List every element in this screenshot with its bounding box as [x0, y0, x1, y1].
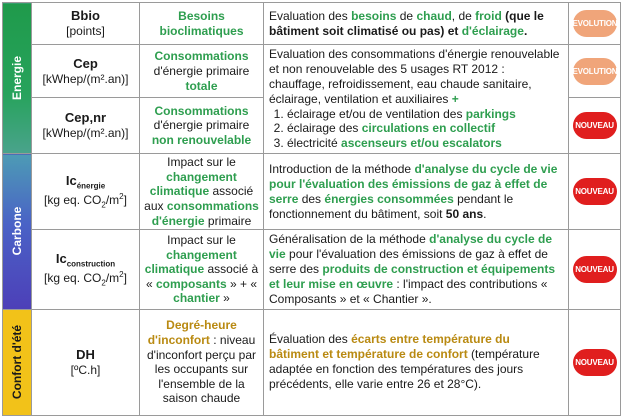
- category-energie-label: Energie: [10, 56, 24, 101]
- unit-text: ]: [123, 270, 127, 285]
- desc-text: pour l'évaluation des émissions de gaz à effet de serre des: [269, 247, 548, 276]
- objective-text: Consommations: [154, 103, 249, 118]
- category-confort: [3, 309, 32, 415]
- nouveau-badge: NOUVEAU: [573, 256, 617, 283]
- badge-cell-bbio: [569, 3, 621, 45]
- unit-text: ]: [123, 192, 127, 207]
- symbol-text: Ic: [55, 250, 67, 266]
- objective-text: : niveau d'inconfort perçu par les occupants sur l'ensemble de la saison chaude: [146, 332, 257, 406]
- symbol-text: Ic: [65, 173, 77, 189]
- badge-cell-ic-construction: [569, 230, 621, 309]
- objective-text: associé à «: [145, 262, 259, 291]
- badge-cell-dh: [569, 309, 621, 415]
- badge-cell-ic-energie: [569, 154, 621, 230]
- desc-text: Généralisation de la méthode: [269, 232, 430, 247]
- list-item: [287, 107, 563, 122]
- objective-bbio: [140, 3, 264, 45]
- item-highlight: parkings: [465, 106, 516, 121]
- table-row-bbio: [3, 3, 621, 45]
- desc-highlight: d'éclairage: [461, 23, 524, 38]
- item-text: électricité: [287, 136, 342, 151]
- desc-highlight: besoins: [351, 8, 397, 23]
- indicator-symbol: Cep: [73, 55, 98, 71]
- list-item: [287, 121, 563, 136]
- unit-text: [kg eq. CO: [44, 192, 102, 207]
- auxiliary-usage-list: [269, 107, 563, 152]
- re2020-indicators-table: [2, 2, 621, 416]
- item-text: éclairage des: [287, 121, 362, 136]
- description-bbio: [264, 3, 569, 45]
- objective-text: non renouvelable: [151, 133, 252, 148]
- desc-text: Evaluation des: [269, 8, 352, 23]
- indicator-symbol: DH: [76, 346, 95, 362]
- nouveau-badge: NOUVEAU: [573, 178, 617, 205]
- desc-text: Évaluation des: [269, 332, 352, 347]
- unit-text: /m: [105, 270, 120, 285]
- objective-highlight: composants: [155, 276, 227, 291]
- objective-highlight: changement climatique: [149, 169, 237, 199]
- desc-highlight: d'analyse du cycle de vie: [269, 232, 553, 262]
- item-highlight: circulations en collectif: [361, 121, 496, 136]
- symbol-subscript: énergie: [76, 181, 106, 191]
- table-row-cep: [3, 45, 621, 98]
- objective-text: totale: [185, 78, 218, 93]
- objective-text: Consommations: [154, 49, 249, 64]
- indicator-ic-energie: [32, 154, 140, 230]
- objective-text: primaire: [204, 213, 252, 228]
- indicator-symbol: [32, 251, 139, 270]
- desc-highlight: énergies consommées: [324, 191, 454, 206]
- description-cep: [264, 45, 569, 154]
- indicator-ic-construction: [32, 230, 140, 309]
- objective-highlight: Degré-heure d'inconfort: [147, 318, 237, 347]
- desc-text: des: [298, 191, 325, 206]
- indicator-unit: [kWhep/(m².an)]: [42, 71, 129, 86]
- unit-superscript: 2: [119, 269, 124, 279]
- objective-ic-energie: [140, 154, 264, 230]
- item-text: éclairage et/ou de ventilation des: [287, 106, 466, 121]
- objective-dh: [140, 309, 264, 415]
- symbol-subscript: construction: [66, 259, 116, 269]
- desc-highlight: froid: [475, 8, 502, 23]
- desc-text: .: [523, 23, 528, 38]
- nouveau-badge: NOUVEAU: [573, 112, 617, 139]
- desc-highlight: d'analyse du cycle de vie pour l'évaluation des émissions de gaz à effet de serre: [269, 161, 558, 206]
- indicator-symbol: Bbio: [71, 7, 100, 23]
- table-row-ic-construction: [3, 230, 621, 309]
- evolution-badge: EVOLUTION: [573, 58, 617, 85]
- desc-text: Evaluation des consommations d'énergie renouvelable et non renouvelable des 5 usages RT 2012 : chauffage, refroidissement, eau chaude sanitaire, éclairage, ventilation et auxiliaires: [269, 47, 560, 106]
- category-energie: [3, 3, 32, 154]
- unit-text: [kg eq. CO: [44, 270, 102, 285]
- item-highlight: ascenseurs et/ou escalators: [341, 136, 502, 151]
- desc-text: , de: [451, 8, 476, 23]
- badge-cell-cepnr: [569, 98, 621, 154]
- unit-subscript: 2: [101, 200, 106, 210]
- evolution-badge: EVOLUTION: [573, 10, 617, 37]
- objective-ic-construction: [140, 230, 264, 309]
- desc-plus: +: [448, 91, 459, 106]
- objective-text: » + «: [226, 276, 258, 291]
- desc-text: : l'impact des contributions « Composants » et « Chantier ».: [269, 276, 548, 306]
- objective-text: Impact sur le: [167, 232, 236, 247]
- indicator-bbio: [32, 3, 140, 45]
- description-ic-construction: [264, 230, 569, 309]
- description-dh: [264, 309, 569, 415]
- indicator-symbol: Cep,nr: [64, 110, 107, 126]
- unit-text: /m: [105, 192, 120, 207]
- objective-cepnr: [140, 98, 264, 154]
- list-item: [287, 136, 563, 151]
- desc-highlight: chaud: [416, 8, 452, 23]
- indicator-unit: [32, 270, 139, 288]
- objective-text: »: [219, 291, 230, 306]
- unit-superscript: 2: [119, 191, 124, 201]
- objective-text: d'énergie primaire: [153, 118, 250, 133]
- category-carbone: [3, 154, 32, 310]
- indicator-unit: [points]: [66, 24, 105, 39]
- table-row-dh: [3, 309, 621, 415]
- indicator-unit: [32, 192, 139, 210]
- indicator-symbol: [32, 173, 139, 192]
- category-confort-label: Confort d'été: [10, 325, 24, 400]
- indicator-unit: [ºC.h]: [70, 362, 101, 377]
- desc-highlight: produits de construction et équipements et leur mise en œuvre: [269, 262, 556, 291]
- indicator-dh: [32, 309, 140, 415]
- desc-highlight: écarts entre température du bâtiment et température de confort: [269, 332, 510, 362]
- desc-text: Introduction de la méthode: [269, 161, 415, 176]
- desc-text: (que le bâtiment soit climatisé ou pas) et: [269, 8, 544, 38]
- unit-subscript: 2: [101, 277, 106, 287]
- indicator-cep: [32, 45, 140, 98]
- description-ic-energie: [264, 154, 569, 230]
- indicator-unit: [kWhep/(m².an)]: [42, 126, 129, 141]
- indicator-cepnr: [32, 98, 140, 154]
- objective-text: Impact sur le: [167, 155, 236, 170]
- desc-bold: 50 ans: [445, 206, 484, 221]
- objective-text: d'énergie primaire: [153, 63, 250, 78]
- desc-text: .: [483, 206, 487, 221]
- objective-highlight: chantier: [173, 291, 220, 306]
- desc-text: (température adaptée en fonction des températures des jours précédents, elle varie entre 26 et 28°C).: [269, 347, 540, 391]
- table-row-ic-energie: [3, 154, 621, 230]
- objective-cep: [140, 45, 264, 98]
- category-carbone-label: Carbone: [10, 207, 24, 256]
- objective-highlight: consommations d'énergie: [151, 199, 259, 228]
- desc-text: de: [396, 8, 417, 23]
- objective-text: Besoins bioclimatiques: [159, 8, 244, 38]
- objective-highlight: changement climatique: [144, 247, 237, 277]
- desc-text: pendant le fonctionnement du bâtiment, soit: [269, 191, 514, 221]
- nouveau-badge: NOUVEAU: [573, 349, 617, 376]
- badge-cell-cep: [569, 45, 621, 98]
- objective-text: associé aux: [144, 184, 254, 213]
